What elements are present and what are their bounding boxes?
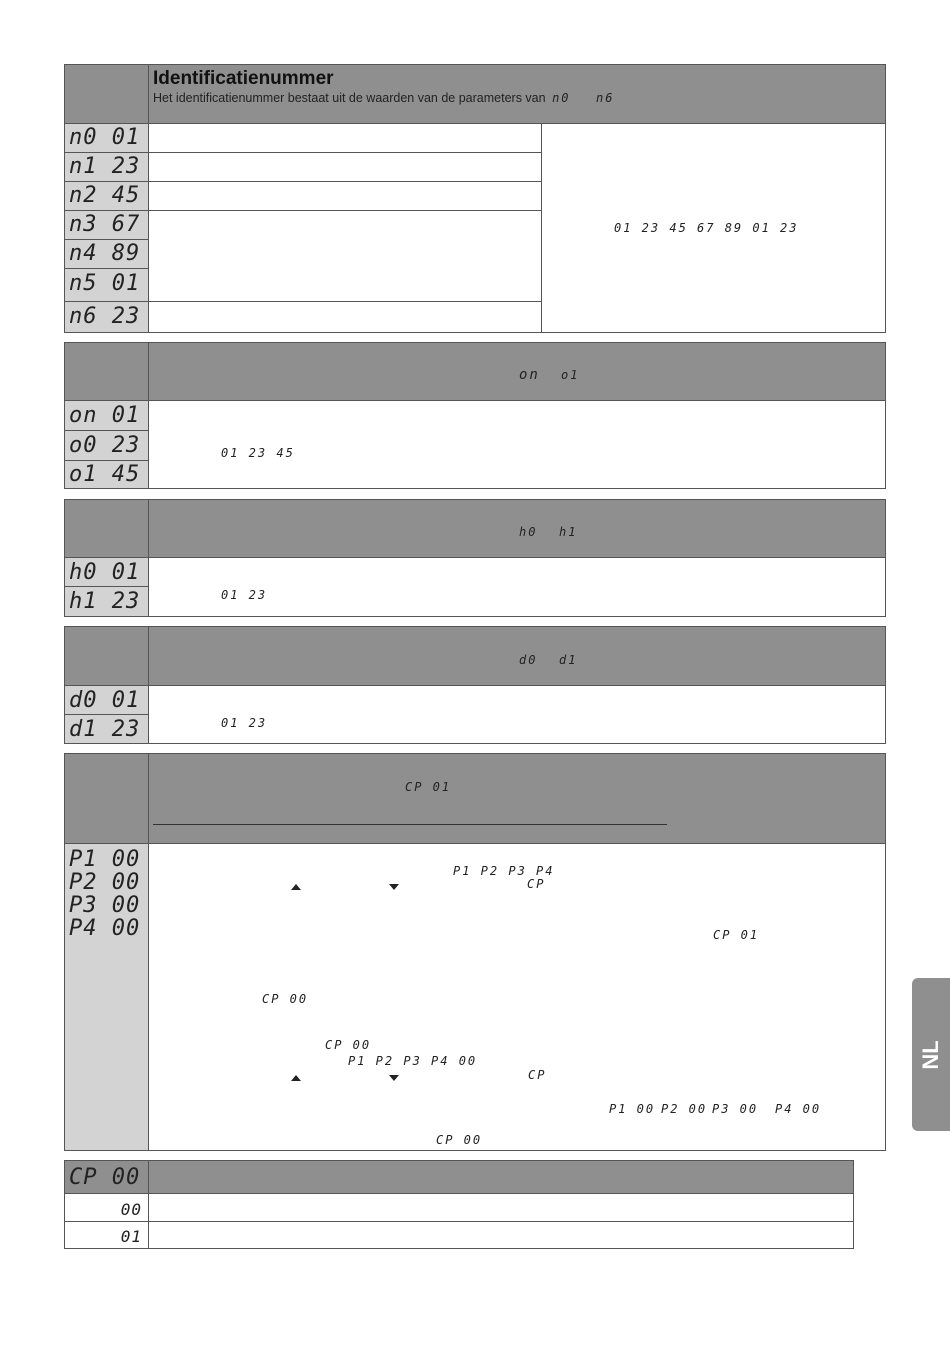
cp-desc-cell [148, 1193, 854, 1222]
ident-header-code-cell [64, 64, 149, 124]
p-header [148, 753, 886, 844]
h-example: 01 23 [221, 588, 268, 602]
p-line8-code: P4 00 [775, 1102, 822, 1116]
h-header [148, 499, 886, 558]
p-line8-code: P3 00 [712, 1102, 759, 1116]
cp-header-code: CP 00 [69, 1165, 141, 1190]
d-desc-cell [148, 685, 886, 744]
p-header-code: CP 01 [405, 780, 452, 794]
param-code: P4 00 [69, 916, 141, 941]
p-header-underline [153, 824, 667, 825]
ident-sub-to: n6 [596, 91, 615, 105]
param-code: P2 00 [69, 870, 141, 895]
d-example: 01 23 [221, 716, 268, 730]
on-desc-cell [148, 400, 886, 489]
ident-example-cell [541, 123, 886, 333]
cp-value-cell [64, 1221, 149, 1249]
on-range-from: on [519, 367, 540, 383]
param-code: o1 45 [69, 462, 141, 487]
ident-sub-from: n0 [552, 91, 571, 105]
arrow-up-icon [291, 1075, 301, 1081]
language-tab-label: NL [918, 1039, 943, 1070]
cp-header-code-cell [64, 1160, 149, 1194]
cp-value-cell [64, 1193, 149, 1222]
d-header [148, 626, 886, 686]
param-code: n2 45 [69, 183, 141, 208]
ident-title: Identificatienummer [153, 68, 334, 89]
on-code-cell [64, 400, 149, 431]
d-range-to: d1 [559, 653, 578, 667]
arrow-up-icon [291, 884, 301, 890]
param-code: d0 01 [69, 688, 141, 713]
ident-code-cell [64, 239, 149, 269]
on-header-code-cell [64, 342, 149, 401]
param-code: h1 23 [69, 589, 141, 614]
d-header-code-cell [64, 626, 149, 686]
ident-code-cell [64, 301, 149, 333]
p-line2-code: CP [527, 877, 546, 891]
param-code: n1 23 [69, 154, 141, 179]
cp-value: 00 [120, 1200, 142, 1219]
p-line8-code: P2 00 [661, 1102, 708, 1116]
ident-code-cell [64, 152, 149, 182]
param-code: n6 23 [69, 304, 141, 329]
ident-code-cell [64, 210, 149, 240]
h-code-cell [64, 557, 149, 587]
p-line4-code: CP 00 [262, 992, 309, 1006]
param-code: h0 01 [69, 560, 141, 585]
ident-code-cell [64, 181, 149, 211]
d-code-cell [64, 685, 149, 715]
ident-desc-cell [148, 181, 542, 211]
h-header-code-cell [64, 499, 149, 558]
ident-code-cell [64, 268, 149, 302]
on-code-cell [64, 460, 149, 489]
h-desc-cell [148, 557, 886, 617]
ident-desc-cell [148, 301, 542, 333]
param-code: o0 23 [69, 433, 141, 458]
cp-desc-cell [148, 1221, 854, 1249]
p-line7-code: CP [528, 1068, 547, 1082]
d-range-from: d0 [519, 653, 538, 667]
arrow-down-icon [389, 1075, 399, 1081]
h-range-from: h0 [519, 525, 538, 539]
on-code-cell [64, 430, 149, 461]
p-header-code-cell [64, 753, 149, 844]
ident-subtitle [153, 91, 614, 105]
param-code: on 01 [69, 403, 141, 428]
ident-example: 01 23 45 67 89 01 23 [614, 221, 799, 235]
on-range-to: o1 [561, 368, 580, 382]
p-line8-code: P1 00 [609, 1102, 656, 1116]
p-desc-cell [148, 843, 886, 1151]
on-example: 01 23 45 [221, 446, 295, 460]
param-code: n0 01 [69, 125, 141, 150]
ident-desc-cell [148, 123, 542, 153]
ident-subtitle-text: Het identificatienummer bestaat uit de waarden van de parameters van [153, 91, 546, 105]
p-line6-codes: P1 P2 P3 P4 00 [348, 1054, 478, 1068]
ident-desc-cell [148, 152, 542, 182]
p-line1-codes: P1 P2 P3 P4 [453, 864, 555, 878]
h-range-to: h1 [559, 525, 578, 539]
param-code: n4 89 [69, 241, 141, 266]
ident-desc-cell [148, 210, 542, 302]
d-code-cell [64, 714, 149, 744]
language-tab[interactable] [912, 978, 950, 1131]
param-code: d1 23 [69, 717, 141, 742]
p-line9-code: CP 00 [436, 1133, 483, 1147]
param-code: P3 00 [69, 893, 141, 918]
cp-value: 01 [120, 1227, 142, 1246]
p-code-cell [64, 843, 149, 1151]
p-line3-code: CP 01 [713, 928, 760, 942]
param-code: n3 67 [69, 212, 141, 237]
cp-header [148, 1160, 854, 1194]
h-code-cell [64, 586, 149, 617]
p-line5-code: CP 00 [325, 1038, 372, 1052]
on-header [148, 342, 886, 401]
ident-code-cell [64, 123, 149, 153]
param-code: P1 00 [69, 847, 141, 872]
param-code: n5 01 [69, 271, 141, 296]
ident-header [148, 64, 886, 124]
arrow-down-icon [389, 884, 399, 890]
